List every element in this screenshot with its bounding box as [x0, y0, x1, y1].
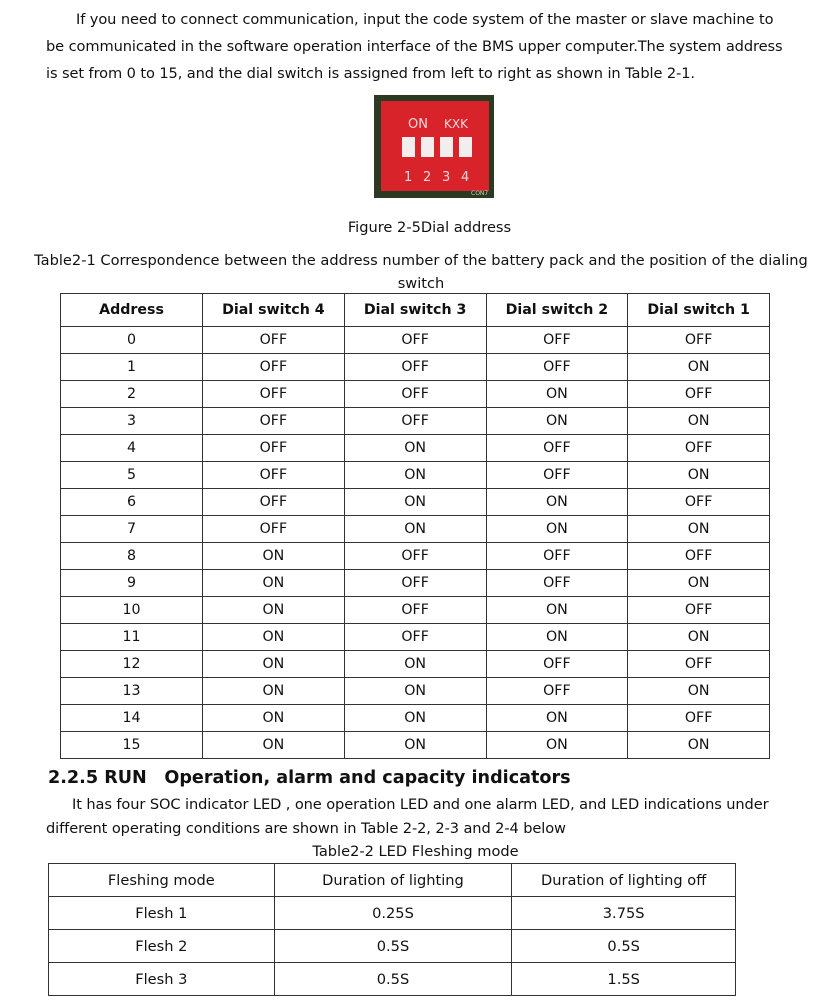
address-cell: 1: [61, 354, 203, 381]
address-cell: 12: [61, 651, 203, 678]
lever-1: [402, 137, 415, 157]
address-cell: 10: [61, 597, 203, 624]
address-cell: 8: [61, 543, 203, 570]
table-row: [61, 543, 770, 570]
header-address: Address: [61, 294, 203, 327]
header-dial-2: Dial switch 2: [486, 294, 628, 327]
table-row: [61, 462, 770, 489]
duration-cell: 0.5S: [274, 963, 512, 996]
switch-state-cell: ON: [628, 516, 770, 543]
address-cell: 9: [61, 570, 203, 597]
duration-cell: 1.5S: [512, 963, 736, 996]
section-paragraph: It has four SOC indicator LED , one operation LED and one alarm LED, and LED indications under different operating conditions are shown in Table 2-2, 2-3 and 2-4 below: [46, 796, 769, 837]
header-mode: Fleshing mode: [49, 864, 275, 897]
switch-state-cell: OFF: [344, 408, 486, 435]
switch-number-1: 1: [404, 170, 413, 185]
switch-state-cell: ON: [486, 624, 628, 651]
duration-cell: 0.5S: [274, 930, 512, 963]
section-heading: 2.2.5 RUN Operation, alarm and capacity indicators: [48, 768, 571, 788]
table-row: [61, 327, 770, 354]
table-row: [61, 732, 770, 759]
header-off-duration: Duration of lighting off: [512, 864, 736, 897]
table-row: [61, 408, 770, 435]
switch-state-cell: ON: [344, 678, 486, 705]
switch-state-cell: OFF: [628, 435, 770, 462]
intro-paragraph: If you need to connect communication, input the code system of the master or slave machine to be communicated in the software operation interface of the BMS upper computer.The system address is set from 0 to 15, and the dial switch is assigned from left to right as shown in Table 2-1.: [46, 11, 783, 82]
switch-state-cell: OFF: [628, 489, 770, 516]
table-row: [61, 624, 770, 651]
switch-state-cell: OFF: [486, 570, 628, 597]
on-label: ON: [408, 117, 428, 132]
table-row: [61, 354, 770, 381]
header-dial-3: Dial switch 3: [344, 294, 486, 327]
duration-cell: 0.25S: [274, 897, 512, 930]
table-row: [61, 651, 770, 678]
switch-state-cell: OFF: [628, 597, 770, 624]
table-row: [61, 705, 770, 732]
switch-state-cell: OFF: [344, 327, 486, 354]
address-cell: 3: [61, 408, 203, 435]
mode-cell: Flesh 1: [49, 897, 275, 930]
switch-state-cell: ON: [203, 543, 345, 570]
table-header-row: [49, 864, 736, 897]
header-on-duration: Duration of lighting: [274, 864, 512, 897]
lever-4: [459, 137, 472, 157]
switch-state-cell: OFF: [628, 705, 770, 732]
switch-state-cell: OFF: [486, 435, 628, 462]
mode-cell: Flesh 2: [49, 930, 275, 963]
address-cell: 4: [61, 435, 203, 462]
switch-state-cell: OFF: [486, 462, 628, 489]
figure-caption: Figure 2-5Dial address: [347, 219, 512, 236]
mode-cell: Flesh 3: [49, 963, 275, 996]
switch-state-cell: ON: [486, 597, 628, 624]
switch-state-cell: ON: [203, 624, 345, 651]
lever-2: [421, 137, 434, 157]
switch-state-cell: OFF: [203, 327, 345, 354]
switch-state-cell: ON: [344, 732, 486, 759]
switch-state-cell: OFF: [344, 597, 486, 624]
switch-state-cell: OFF: [203, 435, 345, 462]
switch-state-cell: ON: [344, 516, 486, 543]
table-row: [49, 930, 736, 963]
switch-state-cell: ON: [344, 489, 486, 516]
address-cell: 5: [61, 462, 203, 489]
address-cell: 15: [61, 732, 203, 759]
address-cell: 11: [61, 624, 203, 651]
switch-state-cell: ON: [628, 678, 770, 705]
switch-state-cell: OFF: [203, 381, 345, 408]
switch-state-cell: ON: [203, 732, 345, 759]
table-row: [61, 516, 770, 543]
led-mode-table: [48, 863, 736, 996]
switch-state-cell: ON: [344, 435, 486, 462]
duration-cell: 0.5S: [512, 930, 736, 963]
switch-state-cell: OFF: [486, 354, 628, 381]
switch-state-cell: ON: [628, 354, 770, 381]
brand-label: KXK: [444, 117, 468, 131]
table-row: [61, 489, 770, 516]
switch-state-cell: ON: [486, 516, 628, 543]
table1-caption: Table2-1 Correspondence between the address number of the battery pack and the position of the dialing switch: [34, 252, 808, 292]
switch-body: [381, 101, 489, 191]
address-table: [60, 293, 770, 759]
switch-state-cell: ON: [486, 381, 628, 408]
address-cell: 0: [61, 327, 203, 354]
table-row: [49, 897, 736, 930]
switch-state-cell: ON: [628, 570, 770, 597]
address-cell: 2: [61, 381, 203, 408]
switch-state-cell: ON: [628, 462, 770, 489]
switch-state-cell: ON: [203, 570, 345, 597]
switch-state-cell: OFF: [344, 354, 486, 381]
switch-state-cell: ON: [344, 651, 486, 678]
header-dial-1: Dial switch 1: [628, 294, 770, 327]
switch-state-cell: OFF: [344, 624, 486, 651]
table-row: [61, 678, 770, 705]
table-row: [61, 597, 770, 624]
switch-number-4: 4: [461, 170, 470, 185]
switch-state-cell: ON: [486, 732, 628, 759]
switch-state-cell: ON: [486, 705, 628, 732]
switch-state-cell: OFF: [344, 543, 486, 570]
switch-state-cell: OFF: [628, 651, 770, 678]
table-header-row: [61, 294, 770, 327]
switch-state-cell: OFF: [628, 327, 770, 354]
switch-state-cell: OFF: [203, 462, 345, 489]
switch-state-cell: ON: [628, 408, 770, 435]
switch-state-cell: ON: [203, 597, 345, 624]
lever-3: [440, 137, 453, 157]
switch-state-cell: ON: [628, 732, 770, 759]
table-row: [61, 381, 770, 408]
switch-state-cell: ON: [344, 705, 486, 732]
switch-state-cell: ON: [486, 489, 628, 516]
table-row: [61, 435, 770, 462]
switch-state-cell: ON: [344, 462, 486, 489]
address-cell: 13: [61, 678, 203, 705]
switch-state-cell: OFF: [486, 651, 628, 678]
switch-state-cell: ON: [203, 651, 345, 678]
switch-state-cell: OFF: [203, 408, 345, 435]
address-cell: 7: [61, 516, 203, 543]
switch-state-cell: ON: [486, 408, 628, 435]
switch-state-cell: OFF: [486, 543, 628, 570]
switch-state-cell: OFF: [486, 327, 628, 354]
table-row: [49, 963, 736, 996]
switch-state-cell: ON: [628, 624, 770, 651]
switch-state-cell: OFF: [203, 489, 345, 516]
switch-state-cell: OFF: [203, 354, 345, 381]
switch-state-cell: ON: [203, 705, 345, 732]
table-row: [61, 570, 770, 597]
switch-state-cell: OFF: [486, 678, 628, 705]
switch-state-cell: OFF: [628, 543, 770, 570]
header-dial-4: Dial switch 4: [203, 294, 345, 327]
switch-state-cell: OFF: [344, 381, 486, 408]
address-cell: 14: [61, 705, 203, 732]
switch-state-cell: OFF: [203, 516, 345, 543]
duration-cell: 3.75S: [512, 897, 736, 930]
switch-state-cell: OFF: [628, 381, 770, 408]
switch-number-2: 2: [423, 170, 432, 185]
dip-switch-photo: [374, 95, 494, 198]
switch-state-cell: ON: [203, 678, 345, 705]
corner-label: CON7: [471, 190, 489, 197]
switch-number-3: 3: [442, 170, 451, 185]
address-cell: 6: [61, 489, 203, 516]
switch-state-cell: OFF: [344, 570, 486, 597]
table2-caption: Table2-2 LED Fleshing mode: [312, 843, 519, 860]
